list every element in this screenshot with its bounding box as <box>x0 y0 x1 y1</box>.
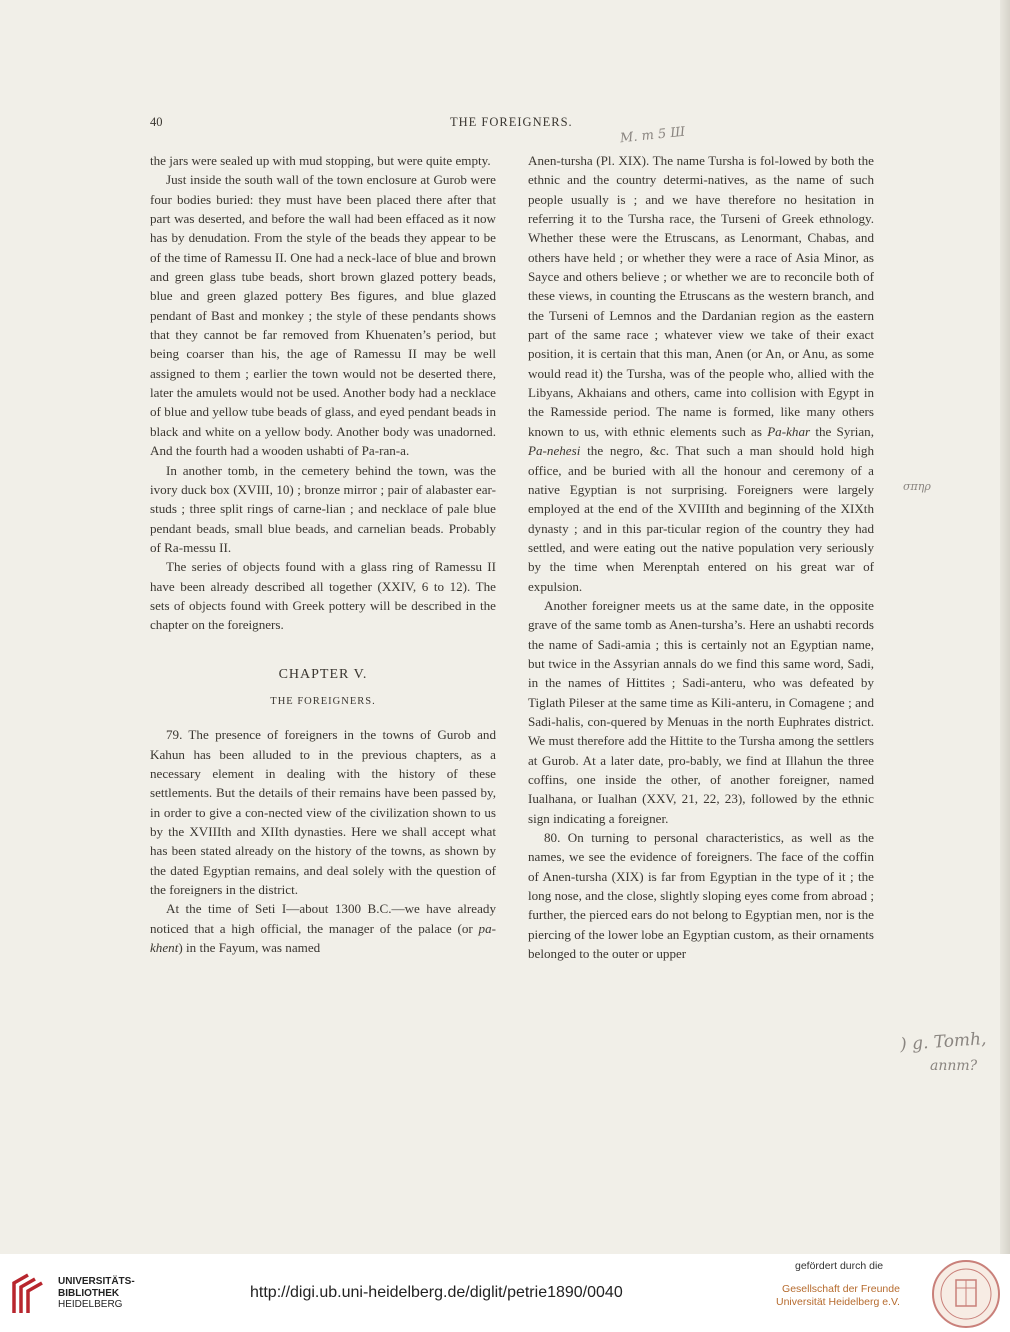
footer-bar <box>0 1254 1010 1332</box>
society-name-line: Universität Heidelberg e.V. <box>776 1296 900 1308</box>
paragraph: Another foreigner meets us at the same date, in the opposite grave of the same tomb as Anen-tursha’s. Here an ushabti records the name of Sadi-amia ; this is certainly not an Egyptian name, but twice in the Assyrian annals do we find this same word, Sadi, in the names of Hittites ; Sadi-anteru, who was defeated by Tiglath Pileser at the same time as Kili-anteru, in Comagene ; and Sadi-halis, con-quered by Menuas in the north Euphrates district. We must therefore add the Hittite to the Tursha among the settlers at Gurob. At a later date, pro-bably, we find at Illahun the three coffins, one inside the other, of another foreigner, named Iualhana, or Iualhan (XXV, 21, 22, 23), followed by the ethnic sign indicating a foreigner. <box>528 597 874 826</box>
paragraph: In another tomb, in the cemetery behind the town, was the ivory duck box (XVIII, 10) ; bronze mirror ; pair of alabaster ear-studs ; three split rings of carne-lian ; and necklace of pale blue pendant beads, small blue beads, and carnelian beads. Probably of Ra-messu II. <box>150 462 496 555</box>
chapter-title: CHAPTER V. <box>278 666 368 682</box>
right-column <box>528 151 874 963</box>
marginal-note-bottom-1: ) g. Tomh, <box>899 1029 988 1055</box>
society-name-line: Gesellschaft der Freunde <box>782 1283 900 1295</box>
text-run: the Syrian, <box>810 423 874 439</box>
university-seal-icon <box>930 1258 1002 1330</box>
italic-term: Pa-nehesi <box>528 443 581 459</box>
marginal-note-bottom-2: annm? <box>930 1058 978 1074</box>
chapter-subtitle: THE FOREIGNERS. <box>270 695 376 707</box>
paragraph: The series of objects found with a glass ring of Ramessu II have been already described all together (XXIV, 6 to 12). The sets of objects found with Greek pottery will be described in the chapter on the foreigners. <box>150 559 496 633</box>
text-run: the negro, &c. That such a man should hold high office, and be buried with all the honour and ceremony of a native Egyptian is not surprising. Foreigners were largely employed at the end of the XVIIIth and beginning of the XIXth dynasty ; and in this par-ticular region of the country they had settled, and were eating out the native population very seriously by the time when Merenptah entered on his great war of expulsion. <box>528 443 874 594</box>
funded-by-label: gefördert durch die <box>795 1260 884 1272</box>
marginal-note-right: σπηρ <box>903 480 931 493</box>
text-run: At the time of Seti I—about 1300 B.C.—we have already noticed that a high official, the manager of the palace (or <box>150 901 496 936</box>
library-name-line: BIBLIOTHEK <box>58 1287 120 1299</box>
page-fold-shadow <box>1000 0 1010 1254</box>
text-run: Anen-tursha (Pl. XIX). The name Tursha is fol-lowed by both the ethnic and the country determi-natives, as the name of such people usually is ; and we have therefore no hesitation in referring it to the Tursha race, the Turseni of Greek ethnology. Whether these were the Etruscans, as Lenormant, Chabas, and others have held ; or whether they were a race of Asia Minor, as Sayce and others believe ; or whether we are to reconcile both of these views, in counting the Etruscans as the western branch, and the Turseni of Lemnos and the Dardanian region as the eastern part of the same race ; whatever view we take of their exact position, it is certain that this man, Anen (or An, or Anu, as some would read it) the Tursha, was of the people who, allied with the Libyans, Akhaians and others, came into collision with Egypt in the Ramesside period. The name is formed, like many others known to us, with ethnic elements such as <box>528 153 874 439</box>
paragraph: 80. On turning to personal characteristics, as well as the names, we see the evidence of foreigners. The face of the coffin of Anen-tursha (XIX) is far from Egyptian in the type of it ; the long nose, and the close, slightly sloping eyes come from abroad ; further, the pierced ears do not belong to Egyptian men, nor is the piercing of the lower lobe an Egyptian custom, as their ornaments belonged to the outer or upper <box>528 830 874 962</box>
paragraph: Just inside the south wall of the town enclosure at Gurob were four bodies buried: they must have been placed there after that part was deserted, and before the wall had been effaced as it now has by denudation. From the style of the beads they appear to be of the time of Ramessu II. One had a neck-lace of blue and brown and green glass tube beads, short brown glazed pottery beads, blue and green glazed pottery Bes figures, and blue glazed pendant of Bast and monkey ; the style of these pendants shows that they cannot be far removed from Khuenaten’s period, but being coarser than his, the age of Ramessu II may be well assigned to them ; earlier the town would not be deserted there, later the amulets would not be used. Another body had a necklace of blue and yellow tube beads of glass, and eyed pendant beads in black and white on a yellow body. Another body was unadorned. And the fourth had a wooden ushabti of Pa-ran-a. <box>150 172 496 459</box>
library-name-line: UNIVERSITÄTS- <box>58 1276 135 1287</box>
marginal-note-top: M. m 5 Ш <box>619 124 686 147</box>
left-column <box>150 151 496 957</box>
text-run: ) in the Fayum, was named <box>178 940 321 956</box>
paragraph <box>150 899 496 957</box>
library-name <box>58 1276 135 1311</box>
page-number: 40 <box>150 115 163 129</box>
library-name-line: HEIDELBERG <box>58 1299 123 1310</box>
italic-term: pa-khent <box>150 920 496 956</box>
paragraph: the jars were sealed up with mud stopping, but were quite empty. <box>150 153 491 168</box>
page-header <box>150 115 890 133</box>
university-library-logo-icon <box>8 1273 52 1317</box>
society-name <box>776 1283 900 1309</box>
permalink-url[interactable]: http://digi.ub.uni-heidelberg.de/diglit/petrie1890/0040 <box>250 1284 623 1301</box>
paragraph: 79. The presence of foreigners in the towns of Gurob and Kahun has been alluded to in the previous chapters, as a necessary element in dealing with the history of these settlements. But the details of their remains have been passed by, in order to give a con-nected view of the civilization shown to us by the XVIIIth and XIIth dynasties. Here we shall accept what has been stated already on the history of the towns, as shown by the dated Egyptian remains, and deal solely with the question of the foreigners in the district. <box>150 727 496 898</box>
running-title: THE FOREIGNERS. <box>450 115 573 129</box>
italic-term: Pa-khar <box>767 423 811 439</box>
paragraph <box>528 151 874 596</box>
